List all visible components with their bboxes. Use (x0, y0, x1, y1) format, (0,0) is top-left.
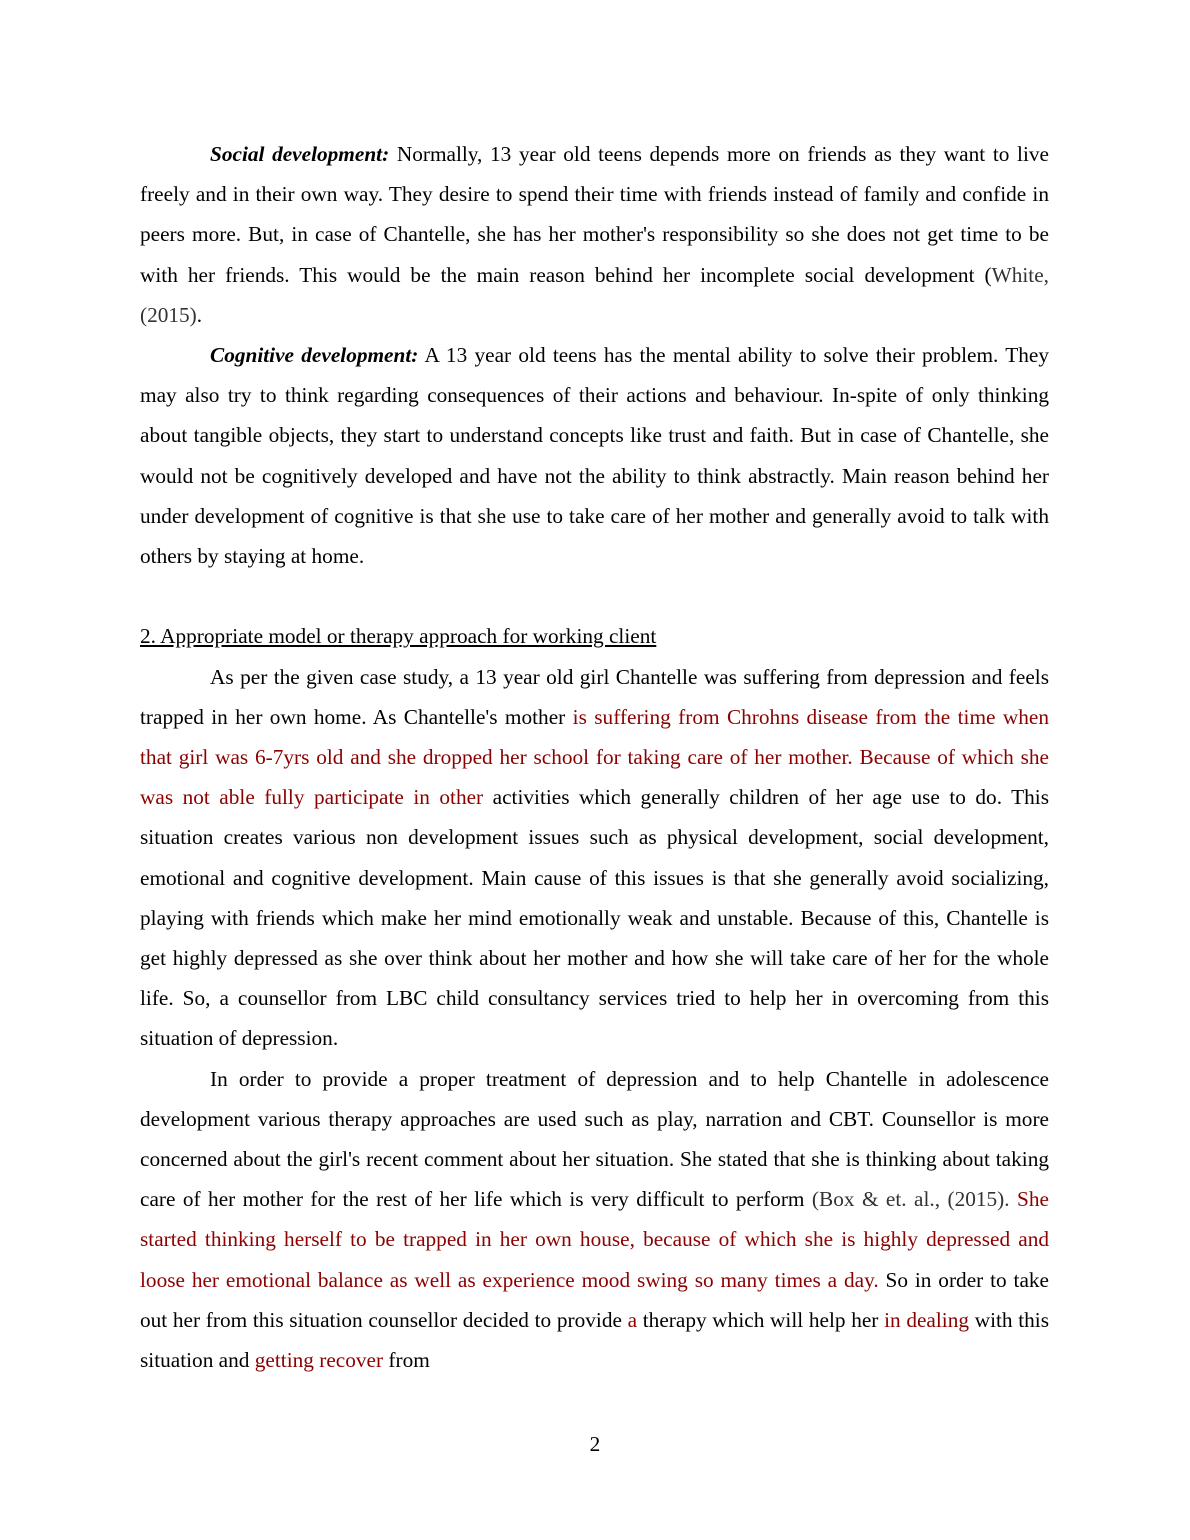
treatment-highlight-2: a (627, 1307, 638, 1332)
paragraph-social-development (140, 134, 1049, 335)
treatment-text-2: So in order to take out her from this situation counsellor decided to provide (140, 1267, 1049, 1332)
cognitive-development-text: A 13 year old teens has the mental ability to solve their problem. They may also try to think regarding consequences of their actions and behaviour. In-spite of only thinking about tangible objects, they start to understand concepts like trust and faith. But in case of Chantelle, she would not be cognitively developed and have not the ability to think abstractly. Main reason behind her under development of cognitive is that she use to take care of her mother and generally avoid to talk with others by staying at home. (140, 343, 1049, 569)
treatment-highlight-4: getting recover (254, 1348, 384, 1373)
page-number: 2 (589, 1432, 601, 1456)
case-study-text-1: As per the given case study, a 13 year old girl Chantelle was suffering from depression and feels trapped in her own home. As Chantelle's mother (140, 664, 1049, 729)
case-study-text-2: activities which generally children of her age use to do. This situation creates various non development issues such as physical development, social development, emotional and cognitive development. Main cause of this issues is that she generally avoid socializing, playing with friends which make her mind emotionally weak and unstable. Because of this, Chantelle is get highly depressed as she over think about her mother and how she will take care of her for the whole life. So, a counsellor from LBC child consultancy services tried to help her in overcoming from this situation of depression. (140, 785, 1049, 1051)
case-study-highlight-1: is suffering from Chrohns disease from the time when that girl was 6-7yrs old and she dropped her school for taking care of her mother. Because of which she was not able fully participate in other (140, 704, 1049, 810)
document-body (140, 134, 1049, 1380)
paragraph-treatment (140, 1059, 1049, 1381)
treatment-highlight-1: She started thinking herself to be trapped in her own house, because of which she is highly depressed and loose her emotional balance as well as experience mood swing so many times a day. (140, 1187, 1049, 1292)
section-heading-therapy-approach: 2. Appropriate model or therapy approach for working client (140, 624, 657, 649)
social-development-end: . (196, 302, 203, 327)
treatment-text-5: from (383, 1348, 430, 1373)
treatment-text-4: with this situation and (140, 1307, 1050, 1373)
paragraph-case-study (140, 657, 1049, 1059)
social-development-lead: Social development: (210, 142, 390, 166)
paragraph-cognitive-development (140, 335, 1049, 576)
treatment-highlight-3: in dealing (884, 1307, 970, 1332)
treatment-text-3: therapy which will help her (637, 1307, 885, 1332)
social-development-text: Normally, 13 year old teens depends more on friends as they want to live freely and in their own way. They desire to spend their time with friends instead of family and confide in peers more. But, in case of Chantelle, she has her mother's responsibility so she does not get time to be with her friends. This would be the main reason behind her incomplete social development ( (140, 142, 1049, 287)
citation-white: White, (2015) (140, 262, 1049, 327)
cognitive-development-lead: Cognitive development: (210, 343, 419, 368)
citation-box: (Box & et. al., (2015). (811, 1187, 1010, 1212)
treatment-text-1: In order to provide a proper treatment of depression and to help Chantelle in adolescence development various therapy approaches are used such as play, narration and CBT. Counsellor is more concerned about the girl's recent comment about her situation. She stated that she is thinking about taking care of her mother for the rest of her life which is very difficult to perform (140, 1066, 1049, 1212)
